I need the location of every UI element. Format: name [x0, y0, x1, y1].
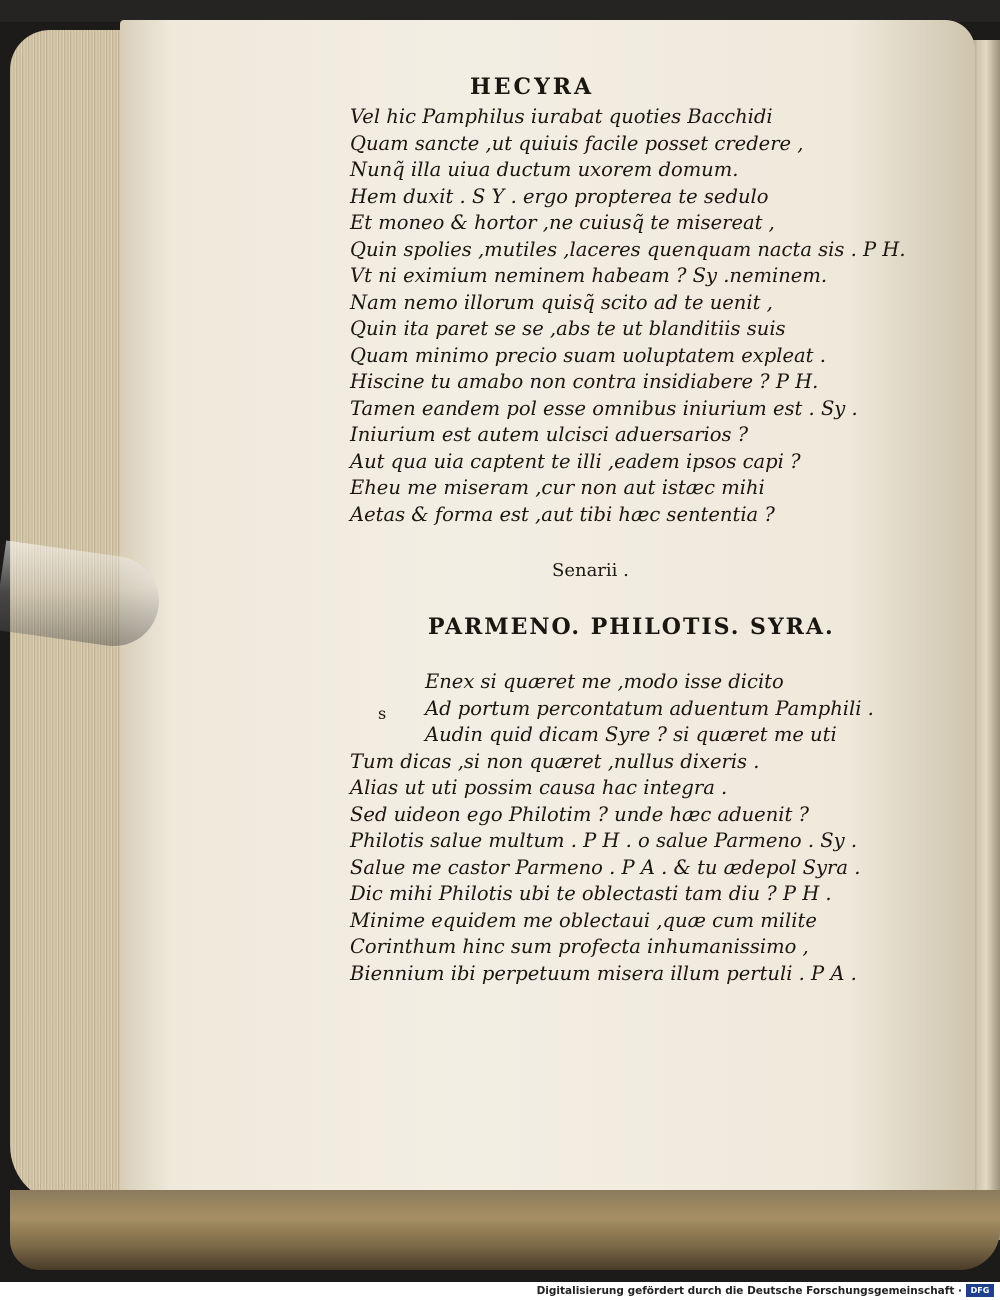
verse-line: Hem duxit . S Y . ergo propterea te sedulo — [350, 184, 769, 208]
verse-line: Alias ut uti possim causa hac integra . — [350, 776, 728, 799]
verse-line: Quam minimo precio suam uoluptatem expleat . — [350, 343, 826, 367]
verse-line: Vel hic Pamphilus iurabat quoties Bacchidi — [350, 105, 773, 128]
verse-line: Iniurium est autem ulcisci aduersarios ? — [350, 423, 749, 446]
verse-line: Minime equidem me oblectaui ,quæ cum milite — [350, 908, 817, 932]
book-binding — [10, 1190, 1000, 1270]
verse-line: Hiscine tu amabo non contra insidiabere ? P H. — [350, 370, 819, 393]
verse-line: Dic mihi Philotis ubi te oblectasti tam diu ? P H . — [350, 882, 832, 905]
verse-line: Quin spolies ,mutiles ,laceres quenquam nacta sis . P H. — [350, 237, 906, 261]
meter-label: Senarii . — [552, 560, 629, 581]
verse-line: Tamen eandem pol esse omnibus iniurium est . Sy . — [350, 396, 858, 420]
verse-line: Et moneo & hortor ,ne cuiusq̃ te misereat , — [350, 211, 775, 234]
verse-line: Nam nemo illorum quisq̃ scito ad te uenit , — [350, 290, 773, 314]
running-head: HECYRA — [470, 74, 595, 100]
footer-credit: Digitalisierung gefördert durch die Deutsche Forschungsgemeinschaft · — [536, 1285, 962, 1297]
verse-line: Sed uideon ego Philotim ? unde hæc aduenit ? — [350, 802, 810, 826]
scan-background — [0, 0, 1000, 22]
verse-line: Eheu me miseram ,cur non aut istæc mihi — [350, 476, 765, 499]
verse-line: Ad portum percontatum aduentum Pamphili . — [425, 696, 874, 720]
verse-line: Enex si quæret me ,modo isse dicito — [425, 670, 784, 693]
verse-block-1 — [350, 104, 906, 528]
verse-line: Biennium ibi perpetuum misera illum pertuli . P A . — [350, 961, 857, 985]
verse-line: Vt ni eximium neminem habeam ? Sy .neminem. — [350, 264, 828, 287]
verse-line: Salue me castor Parmeno . P A . & tu ædepol Syra . — [350, 855, 861, 879]
verse-line: Audin quid dicam Syre ? si quæret me uti — [425, 723, 837, 746]
scene-heading: PARMENO. PHILOTIS. SYRA. — [428, 614, 835, 640]
verse-line: Quam sancte ,ut quiuis facile posset credere , — [350, 131, 804, 155]
verse-line: Tum dicas ,si non quæret ,nullus dixeris . — [350, 749, 760, 773]
verse-line: Philotis salue multum . P H . o salue Parmeno . Sy . — [350, 829, 858, 852]
verse-line: Aut qua uia captent te illi ,eadem ipsos capi ? — [350, 449, 801, 473]
dfg-logo-icon: DFG — [966, 1284, 994, 1297]
verse-block-2 — [350, 669, 874, 987]
verse-line: Quin ita paret se se ,abs te ut blanditiis suis — [350, 317, 786, 340]
verse-line: Nunq̃ illa uiua ductum uxorem domum. — [350, 158, 739, 181]
margin-mark: s — [378, 704, 387, 723]
verse-line: Corinthum hinc sum profecta inhumanissimo , — [350, 935, 809, 958]
verse-line: Aetas & forma est ,aut tibi hæc sententia ? — [350, 502, 775, 526]
